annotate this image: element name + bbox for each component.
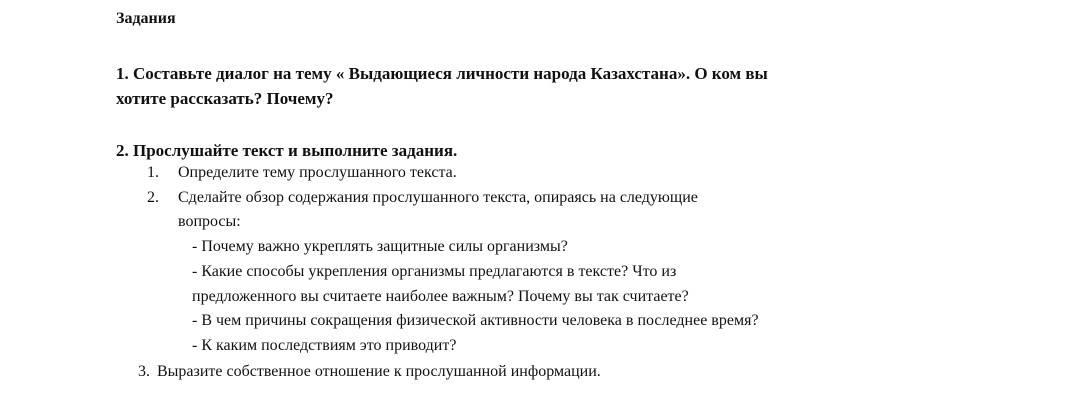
subtask-1-text: Определите тему прослушанного текста.	[178, 164, 457, 181]
question-3: - В чем причины сокращения физической активности человека в последнее время?	[192, 312, 759, 329]
subtask-3-number: 3.	[138, 363, 150, 380]
subtask-3-text: Выразите собственное отношение к прослушанной информации.	[157, 363, 601, 380]
subtask-2-text-line-2: вопросы:	[178, 213, 241, 230]
subtask-2-number: 2.	[147, 189, 159, 206]
question-4: - К каким последствиям это приводит?	[192, 337, 457, 354]
question-2-line-1: - Какие способы укрепления организмы предлагаются в тексте? Что из	[192, 263, 677, 280]
question-2-line-2: предложенного вы считаете наиболее важным? Почему вы так считаете?	[192, 288, 689, 305]
task-1-line-2: хотите рассказать? Почему?	[116, 89, 334, 108]
task-1-line-1: 1. Составьте диалог на тему « Выдающиеся личности народа Казахстана». О ком вы	[116, 64, 768, 83]
subtask-2-text-line-1: Сделайте обзор содержания прослушанного текста, опираясь на следующие	[178, 189, 698, 206]
question-1: - Почему важно укреплять защитные силы организмы?	[192, 238, 568, 255]
document-title: Задания	[116, 10, 176, 27]
task-2-heading: 2. Прослушайте текст и выполните задания.	[116, 141, 458, 160]
subtask-1-number: 1.	[147, 164, 159, 181]
